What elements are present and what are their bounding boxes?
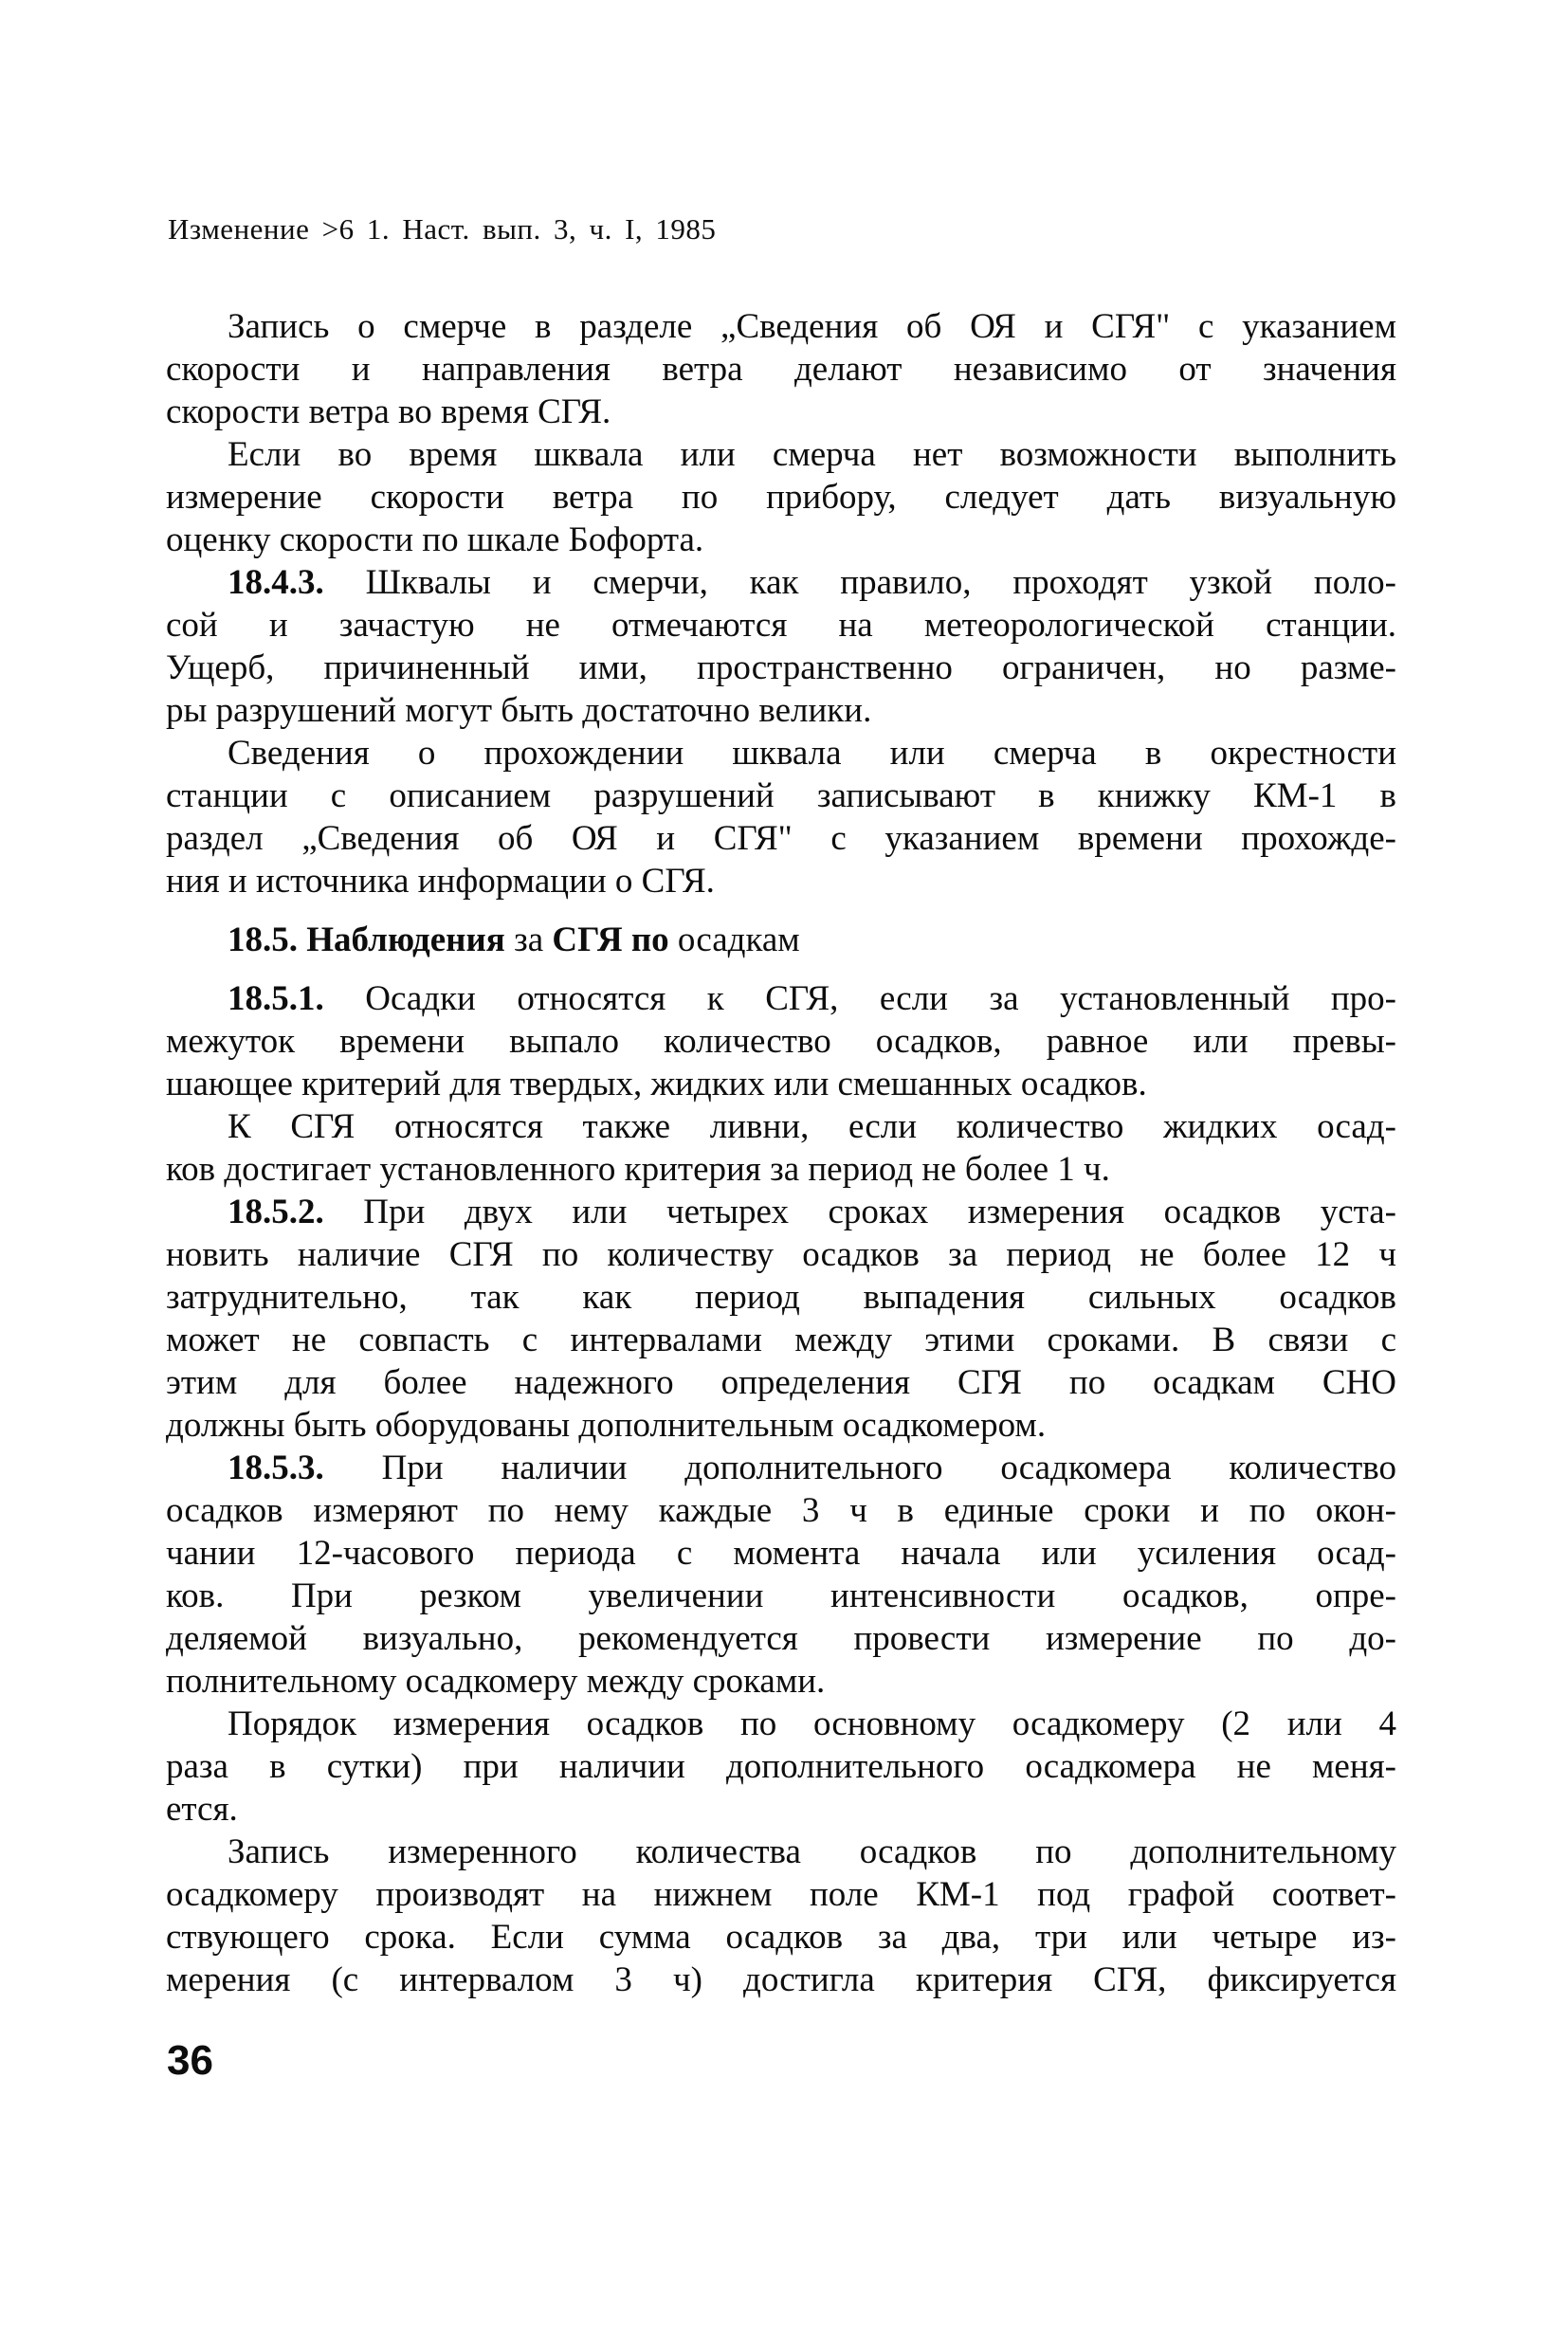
text-line: Сведения о прохождении шквала или смерча в окрестности bbox=[228, 734, 1396, 773]
section-number: 18.5.2. bbox=[228, 1193, 324, 1231]
section-number: 18.4.3. bbox=[228, 563, 324, 602]
section-heading bbox=[166, 919, 1396, 961]
text-line: должны быть оборудованы дополнительным осадкомером. bbox=[166, 1406, 1047, 1445]
section-number: 18.5.1. bbox=[228, 979, 324, 1018]
text-line: раза в сутки) при наличии дополнительного осадкомера не меня- bbox=[166, 1747, 1396, 1786]
text-line: Запись о смерче в разделе „Сведения об ОЯ и СГЯ" с указанием bbox=[228, 307, 1396, 346]
text-line: оценку скорости по шкале Бофорта. bbox=[166, 520, 704, 559]
paragraph bbox=[166, 561, 1396, 732]
text-line: полнительному осадкомеру между сроками. bbox=[166, 1662, 826, 1701]
text-line: ния и источника информации о СГЯ. bbox=[166, 862, 715, 901]
text-line: ствующего срока. Если сумма осадков за два, три или четыре из- bbox=[166, 1918, 1396, 1957]
text-line: осадков измеряют по нему каждые 3 ч в единые сроки и по окон- bbox=[166, 1491, 1396, 1530]
text-line: сой и зачастую не отмечаются на метеорологической станции. bbox=[166, 606, 1396, 645]
text-line: деляемой визуально, рекомендуется провести измерение по до- bbox=[166, 1619, 1396, 1658]
text-line bbox=[166, 561, 1396, 604]
text-line: раздел „Сведения об ОЯ и СГЯ" с указанием времени прохожде- bbox=[166, 819, 1396, 858]
heading-part: СГЯ по bbox=[552, 920, 669, 959]
page-header: Изменение >6 1. Наст. вып. 3, ч. I, 1985 bbox=[168, 212, 717, 246]
paragraph bbox=[166, 732, 1396, 902]
paragraph bbox=[166, 977, 1396, 1105]
text-line bbox=[166, 977, 1396, 1020]
text-line: новить наличие СГЯ по количеству осадков за период не более 12 ч bbox=[166, 1235, 1396, 1274]
paragraph bbox=[166, 305, 1396, 433]
paragraph bbox=[166, 1703, 1396, 1831]
heading-part: 18.5. Наблюдения bbox=[228, 920, 505, 959]
page-number: 36 bbox=[167, 2037, 213, 2084]
paragraph bbox=[166, 1105, 1396, 1191]
paragraph bbox=[166, 1831, 1396, 2001]
text-line: измерение скорости ветра по прибору, следует дать визуальную bbox=[166, 478, 1396, 517]
text-line: Ущерб, причиненный ими, пространственно ограничен, но разме- bbox=[166, 648, 1396, 687]
heading-part: осадкам bbox=[668, 920, 800, 959]
paragraph bbox=[166, 1447, 1396, 1703]
text-line: шающее критерий для твердых, жидких или смешанных осадков. bbox=[166, 1065, 1147, 1103]
text-run: При наличии дополнительного осадкомера количество bbox=[323, 1449, 1396, 1487]
text-run: Осадки относятся к СГЯ, если за установленный про- bbox=[323, 979, 1396, 1018]
text-line: ков. При резком увеличении интенсивности осадков, опре- bbox=[166, 1576, 1396, 1615]
text-line: станции с описанием разрушений записывают в книжку КМ-1 в bbox=[166, 776, 1396, 815]
text-line: мерения (с интервалом 3 ч) достигла критерия СГЯ, фиксируется bbox=[166, 1960, 1396, 1999]
section-number: 18.5.3. bbox=[228, 1449, 324, 1487]
text-line: межуток времени выпало количество осадков, равное или превы- bbox=[166, 1022, 1396, 1061]
paragraph bbox=[166, 433, 1396, 561]
text-line bbox=[166, 1447, 1396, 1489]
heading-part: за bbox=[504, 920, 553, 959]
text-block bbox=[166, 305, 1396, 2001]
text-line: скорости ветра во время СГЯ. bbox=[166, 392, 611, 431]
text-line: скорости и направления ветра делают независимо от значения bbox=[166, 350, 1396, 389]
text-run: Шквалы и смерчи, как правило, проходят узкой поло- bbox=[323, 563, 1396, 602]
text-line: Если во время шквала или смерча нет возможности выполнить bbox=[228, 435, 1396, 474]
paragraph bbox=[166, 1191, 1396, 1447]
text-run: При двух или четырех сроках измерения осадков уста- bbox=[323, 1193, 1396, 1231]
text-line: затруднительно, так как период выпадения сильных осадков bbox=[166, 1278, 1396, 1317]
text-line: чании 12-часового периода с момента начала или усиления осад- bbox=[166, 1534, 1396, 1573]
text-line: Запись измеренного количества осадков по дополнительному bbox=[228, 1832, 1396, 1871]
text-line: ется. bbox=[166, 1790, 238, 1829]
text-line: Порядок измерения осадков по основному осадкомеру (2 или 4 bbox=[228, 1704, 1396, 1743]
text-line: ков достигает установленного критерия за период не более 1 ч. bbox=[166, 1150, 1110, 1189]
text-line: может не совпасть с интервалами между этими сроками. В связи с bbox=[166, 1321, 1396, 1359]
text-line: осадкомеру производят на нижнем поле КМ-1 под графой соответ- bbox=[166, 1875, 1396, 1914]
text-line: этим для более надежного определения СГЯ по осадкам СНО bbox=[166, 1363, 1396, 1402]
text-line: ры разрушений могут быть достаточно велики. bbox=[166, 691, 872, 730]
text-line: К СГЯ относятся также ливни, если количество жидких осад- bbox=[228, 1107, 1396, 1146]
text-line bbox=[166, 1191, 1396, 1233]
